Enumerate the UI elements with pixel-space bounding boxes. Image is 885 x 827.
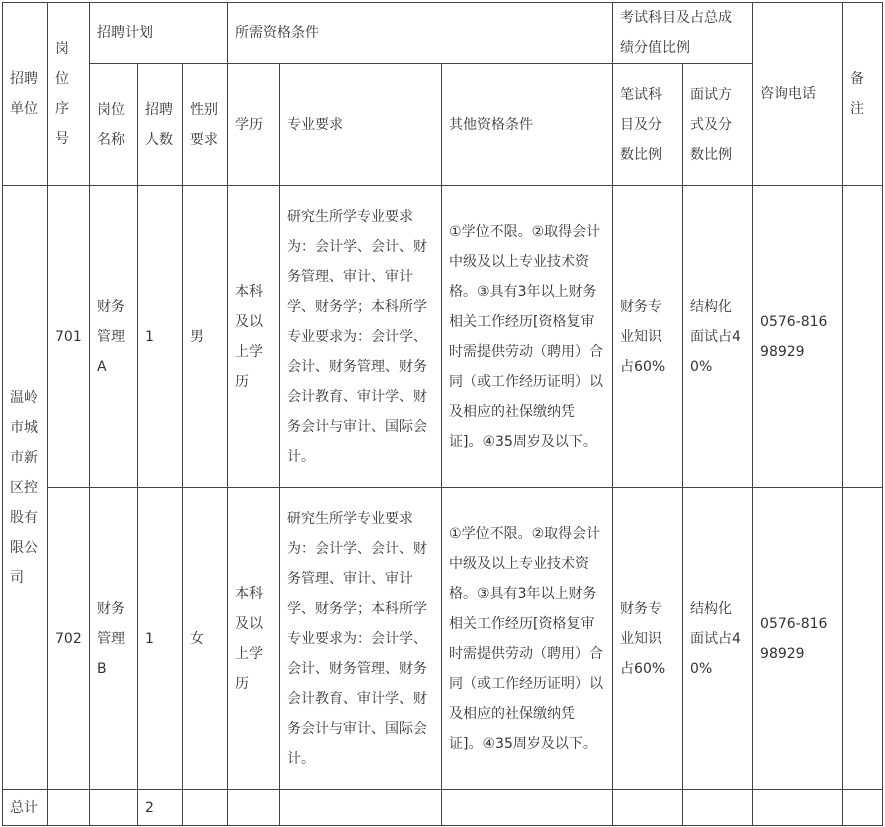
- post-count: 1: [138, 488, 183, 790]
- post-education: 本科及以上学历: [228, 488, 280, 790]
- header-remark: 备注: [843, 3, 883, 186]
- header-post-name: 岗位名称: [90, 64, 138, 186]
- post-name: 财务管理A: [90, 186, 138, 488]
- post-name: 财务管理B: [90, 488, 138, 790]
- header-qualification: 所需资格条件: [228, 3, 613, 64]
- post-gender: 男: [183, 186, 228, 488]
- post-no: 702: [48, 488, 90, 790]
- header-row-1: [3, 3, 883, 64]
- header-plan: 招聘计划: [90, 3, 228, 64]
- post-count: 1: [138, 186, 183, 488]
- post-no: 701: [48, 186, 90, 488]
- table-row: [3, 488, 883, 790]
- header-major: 专业要求: [280, 64, 442, 186]
- header-unit: 招聘单位: [3, 3, 48, 186]
- total-label: 总计: [3, 790, 48, 826]
- header-gender: 性别要求: [183, 64, 228, 186]
- total-count: 2: [138, 790, 183, 826]
- post-written: 财务专业知识占60%: [613, 186, 683, 488]
- header-exam: 考试科目及占总成绩分值比例: [613, 3, 753, 64]
- header-interview: 面试方式及分数比例: [683, 64, 753, 186]
- header-education: 学历: [228, 64, 280, 186]
- post-gender: 女: [183, 488, 228, 790]
- post-remark: [843, 488, 883, 790]
- table-row: [3, 186, 883, 488]
- header-other: 其他资格条件: [442, 64, 613, 186]
- post-major: 研究生所学专业要求为：会计学、会计、财务管理、审计、审计学、财务学；本科所学专业要求为：会计学、会计、财务管理、财务会计教育、审计学、财务会计与审计、国际会计。: [280, 488, 442, 790]
- header-row-2: [3, 64, 883, 186]
- header-post-no: 岗位序号: [48, 3, 90, 186]
- header-phone: 咨询电话: [753, 3, 843, 186]
- post-interview: 结构化面试占40%: [683, 488, 753, 790]
- post-phone: 0576-81698929: [753, 488, 843, 790]
- post-major: 研究生所学专业要求为：会计学、会计、财务管理、审计、审计学、财务学；本科所学专业要求为：会计学、会计、财务管理、财务会计教育、审计学、财务会计与审计、国际会计。: [280, 186, 442, 488]
- unit-name: 温岭市城市新区控股有限公司: [3, 186, 48, 790]
- post-other: ①学位不限。②取得会计中级及以上专业技术资格。③具有3年以上财务相关工作经历[资格复审时需提供劳动（聘用）合同（或工作经历证明）以及相应的社保缴纳凭证]。④35周岁及以下。: [442, 186, 613, 488]
- post-other: ①学位不限。②取得会计中级及以上专业技术资格。③具有3年以上财务相关工作经历[资格复审时需提供劳动（聘用）合同（或工作经历证明）以及相应的社保缴纳凭证]。④35周岁及以下。: [442, 488, 613, 790]
- post-education: 本科及以上学历: [228, 186, 280, 488]
- header-written: 笔试科目及分数比例: [613, 64, 683, 186]
- header-count: 招聘人数: [138, 64, 183, 186]
- post-remark: [843, 186, 883, 488]
- post-interview: 结构化面试占40%: [683, 186, 753, 488]
- post-written: 财务专业知识占60%: [613, 488, 683, 790]
- post-phone: 0576-81698929: [753, 186, 843, 488]
- recruitment-table: [2, 2, 883, 826]
- total-row: [3, 790, 883, 826]
